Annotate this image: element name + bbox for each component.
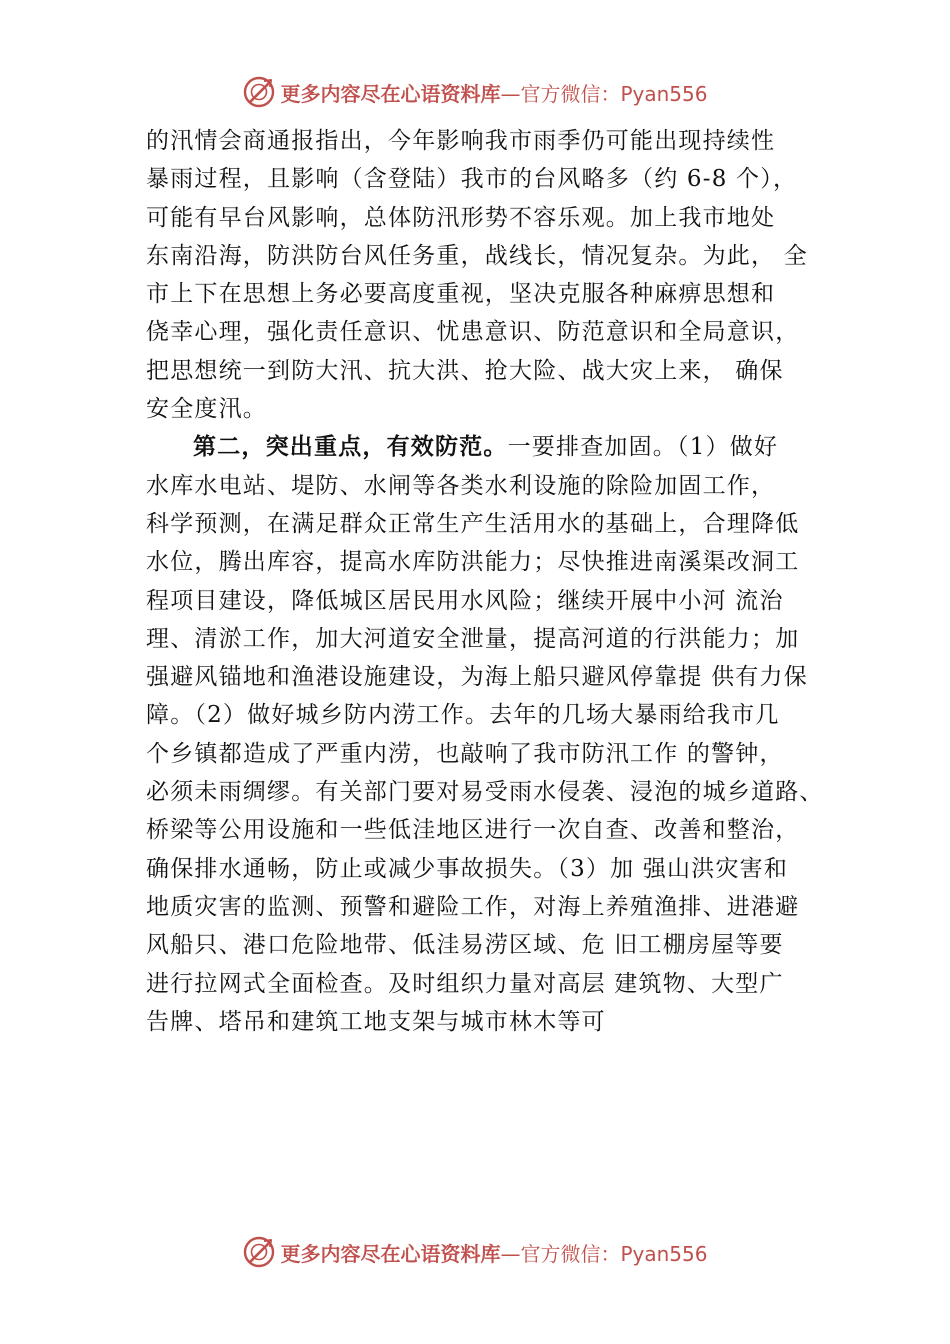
text-line: 科学预测，在满足群众正常生产生活用水的基础上，合理降低 (146, 510, 800, 537)
text-line: 安全度汛。 (146, 396, 267, 423)
section-heading: 第二，突出重点，有效防范。 (193, 433, 508, 461)
watermark-contact: —官方微信：Pyan556 (500, 1241, 708, 1266)
text-line: 的汛情会商通报指出，今年影响我市雨季仍可能出现持续性 (146, 128, 776, 154)
watermark-contact: —官方微信：Pyan556 (500, 81, 708, 106)
paragraph-2 (146, 428, 846, 1041)
text-line: 个乡镇都造成了严重内涝，也敲响了我市防汛工作 的警钟， (146, 740, 784, 767)
paragraph-1 (146, 122, 846, 428)
document-body (146, 122, 846, 1041)
text-line: 暴雨过程，且影响（含登陆）我市的台风略多（约 6-8 个）， (146, 166, 798, 193)
text-line: 水库水电站、堤防、水闸等各类水利设施的除险加固工作， (146, 472, 776, 499)
header-watermark (0, 72, 950, 112)
text-line: 障。（2）做好城乡防内涝工作。去年的几场大暴雨给我市几 (146, 702, 780, 729)
text-line: 必须未雨绸缪。有关部门要对易受雨水侵袭、浸泡的城乡道路、 (146, 779, 824, 806)
text-line: 水位，腾出库容，提高水库防洪能力；尽快推进南溪渠改洞工 (146, 549, 800, 576)
text-line: 桥梁等公用设施和一些低洼地区进行一次自查、改善和整治， (146, 817, 800, 844)
text-line: 东南沿海，防洪防台风任务重，战线长，情况复杂。为此， 全 (146, 242, 808, 269)
text-line: 地质灾害的监测、预警和避险工作，对海上养殖渔排、进港避 (146, 893, 800, 920)
footer-watermark (0, 1232, 950, 1272)
text-line: 告牌、塔吊和建筑工地支架与城市林木等可 (146, 1008, 606, 1035)
watermark-text (280, 1238, 707, 1267)
text-line: 强避风锚地和渔港设施建设，为海上船只避风停靠提 供有力保 (146, 664, 808, 691)
watermark-brand: 更多内容尽在心语资料库 (280, 1241, 501, 1266)
logo-icon (242, 1235, 276, 1269)
paragraph-first-line (146, 428, 846, 466)
text-line: 确保排水通畅，防止或减少事故损失。（3）加 强山洪灾害和 (146, 855, 789, 882)
text-line: 市上下在思想上务必要高度重视，坚决克服各种麻痹思想和 (146, 281, 776, 308)
text-line: 把思想统一到防大汛、抗大洪、抢大险、战大灾上来， 确保 (146, 357, 784, 384)
text-run: 一要排查加固。（1）做好 (507, 434, 779, 461)
text-line: 风船只、港口危险地带、低洼易涝区域、危 旧工棚房屋等要 (146, 932, 784, 959)
logo-icon (242, 75, 276, 109)
watermark-text (280, 78, 707, 107)
text-line: 侥幸心理，强化责任意识、忧患意识、防范意识和全局意识， (146, 319, 800, 346)
text-line: 进行拉网式全面检查。及时组织力量对高层 建筑物、大型广 (146, 970, 784, 997)
watermark-brand: 更多内容尽在心语资料库 (280, 81, 501, 106)
text-line: 可能有早台风影响，总体防汛形势不容乐观。加上我市地处 (146, 204, 776, 231)
text-line: 程项目建设，降低城区居民用水风险；继续开展中小河 流治 (146, 587, 784, 614)
text-line: 理、清淤工作，加大河道安全泄量，提高河道的行洪能力；加 (146, 625, 800, 652)
